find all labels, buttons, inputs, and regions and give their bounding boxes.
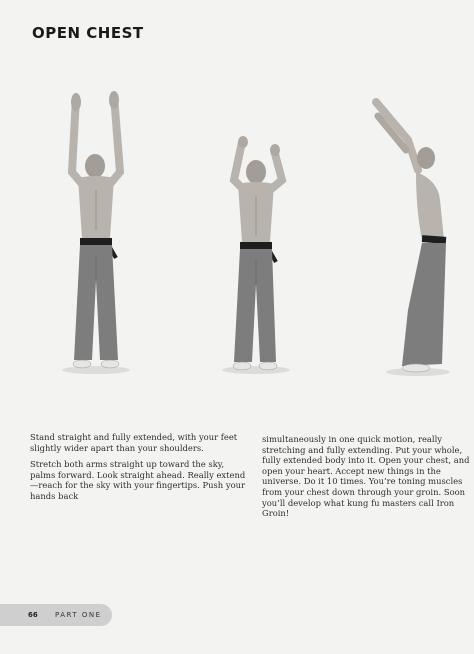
paragraph: Stretch both arms straight up toward the sky, palms forward. Look straight ahead. Really extend—reach for the sky with your fingertips. Push your hands back xyxy=(30,459,246,501)
body-text-right-column xyxy=(262,434,474,525)
body-text-left-column xyxy=(30,432,250,508)
page-number: 66 xyxy=(28,611,38,619)
figure-side-arching xyxy=(368,80,464,380)
paragraph: simultaneously in one quick motion, really stretching and fully extending. Put your whole, fully extended body into it. Open your chest, and open your heart. Accept new things in the universe. Do it 10 times. You’re toning muscles from your chest down through your groin. Soon you’ll develop what kung fu masters call Iron Groin! xyxy=(262,434,470,519)
figure-front-arms-up xyxy=(52,80,142,380)
section-label: PART ONE xyxy=(55,611,102,619)
page-title: OPEN CHEST xyxy=(32,24,144,42)
exercise-photos xyxy=(0,80,474,400)
paragraph: Stand straight and fully extended, with your feet slightly wider apart than your shoulders. xyxy=(30,432,238,453)
figure-front-reaching xyxy=(212,80,302,380)
